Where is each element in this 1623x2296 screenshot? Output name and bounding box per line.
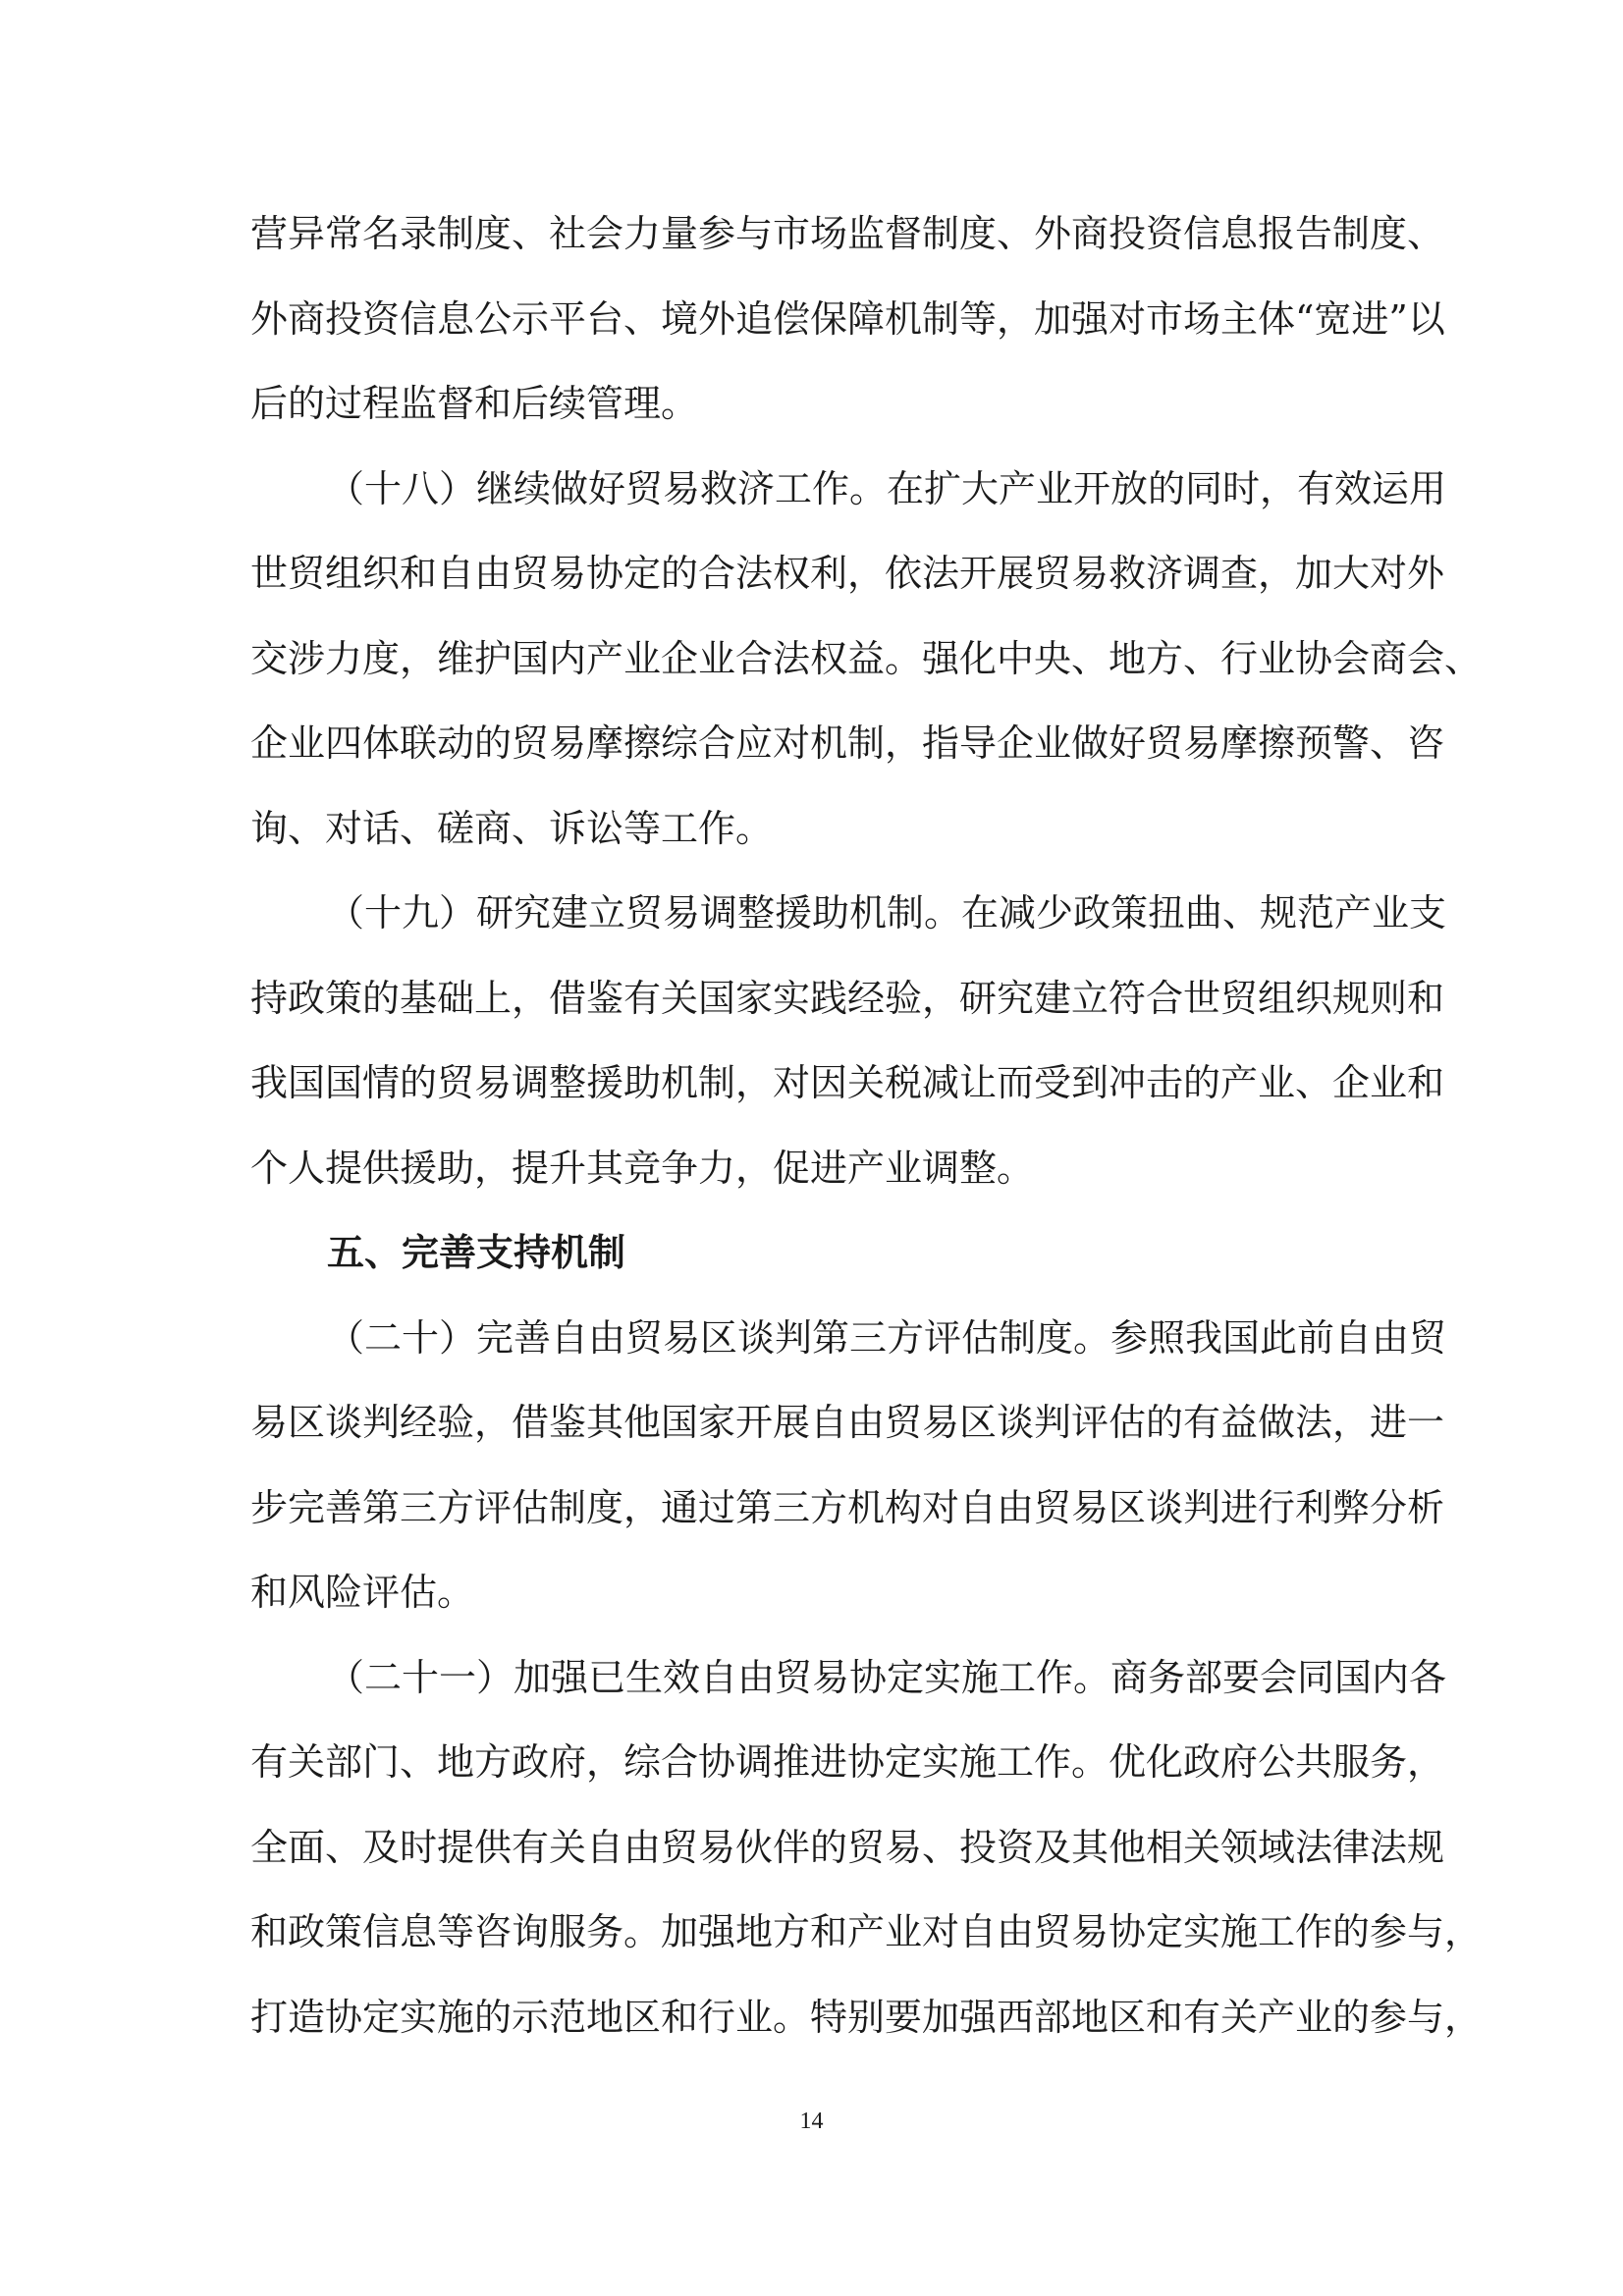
text-line: 营异常名录制度、社会力量参与市场监督制度、外商投资信息报告制度、	[250, 212, 1445, 255]
text-line: 我国国情的贸易调整援助机制，对因关税减让而受到冲击的产业、企业和	[250, 1061, 1445, 1104]
text-line: 全面、及时提供有关自由贸易伙伴的贸易、投资及其他相关领域法律法规	[250, 1825, 1445, 1869]
text-line: 有关部门、地方政府，综合协调推进协定实施工作。优化政府公共服务，	[250, 1740, 1445, 1784]
text-line: 和风险评估。	[250, 1571, 475, 1614]
text-line: 易区谈判经验，借鉴其他国家开展自由贸易区谈判评估的有益做法，进一	[250, 1401, 1445, 1444]
text-line: 询、对话、磋商、诉讼等工作。	[250, 806, 774, 850]
text-line: 世贸组织和自由贸易协定的合法权利，依法开展贸易救济调查，加大对外	[250, 552, 1445, 595]
text-line: 持政策的基础上，借鉴有关国家实践经验，研究建立符合世贸组织规则和	[250, 976, 1445, 1020]
paragraph-start-line: （十九）研究建立贸易调整援助机制。在减少政策扭曲、规范产业支	[327, 891, 1447, 934]
text-line: 和政策信息等咨询服务。加强地方和产业对自由贸易协定实施工作的参与，	[250, 1910, 1483, 1953]
page-number: 14	[799, 2109, 824, 2134]
text-line: 交涉力度，维护国内产业企业合法权益。强化中央、地方、行业协会商会、	[250, 636, 1483, 680]
section-heading: 五、完善支持机制	[327, 1231, 626, 1274]
text-line: 打造协定实施的示范地区和行业。特别要加强西部地区和有关产业的参与，	[250, 1995, 1483, 2039]
paragraph-start-line: （二十一）加强已生效自由贸易协定实施工作。商务部要会同国内各	[327, 1655, 1447, 1699]
paragraph-start-line: （十八）继续做好贸易救济工作。在扩大产业开放的同时，有效运用	[327, 466, 1447, 510]
paragraph-start-line: （二十）完善自由贸易区谈判第三方评估制度。参照我国此前自由贸	[327, 1315, 1447, 1360]
text-line: 外商投资信息公示平台、境外追偿保障机制等，加强对市场主体“宽进”以	[250, 296, 1445, 341]
body-text	[250, 191, 1483, 2059]
text-line: 步完善第三方评估制度，通过第三方机构对自由贸易区谈判进行利弊分析	[250, 1485, 1445, 1529]
text-line: 个人提供援助，提升其竞争力，促进产业调整。	[250, 1146, 1035, 1190]
text-line: 后的过程监督和后续管理。	[250, 382, 699, 425]
text-line: 企业四体联动的贸易摩擦综合应对机制，指导企业做好贸易摩擦预警、咨	[250, 721, 1445, 765]
